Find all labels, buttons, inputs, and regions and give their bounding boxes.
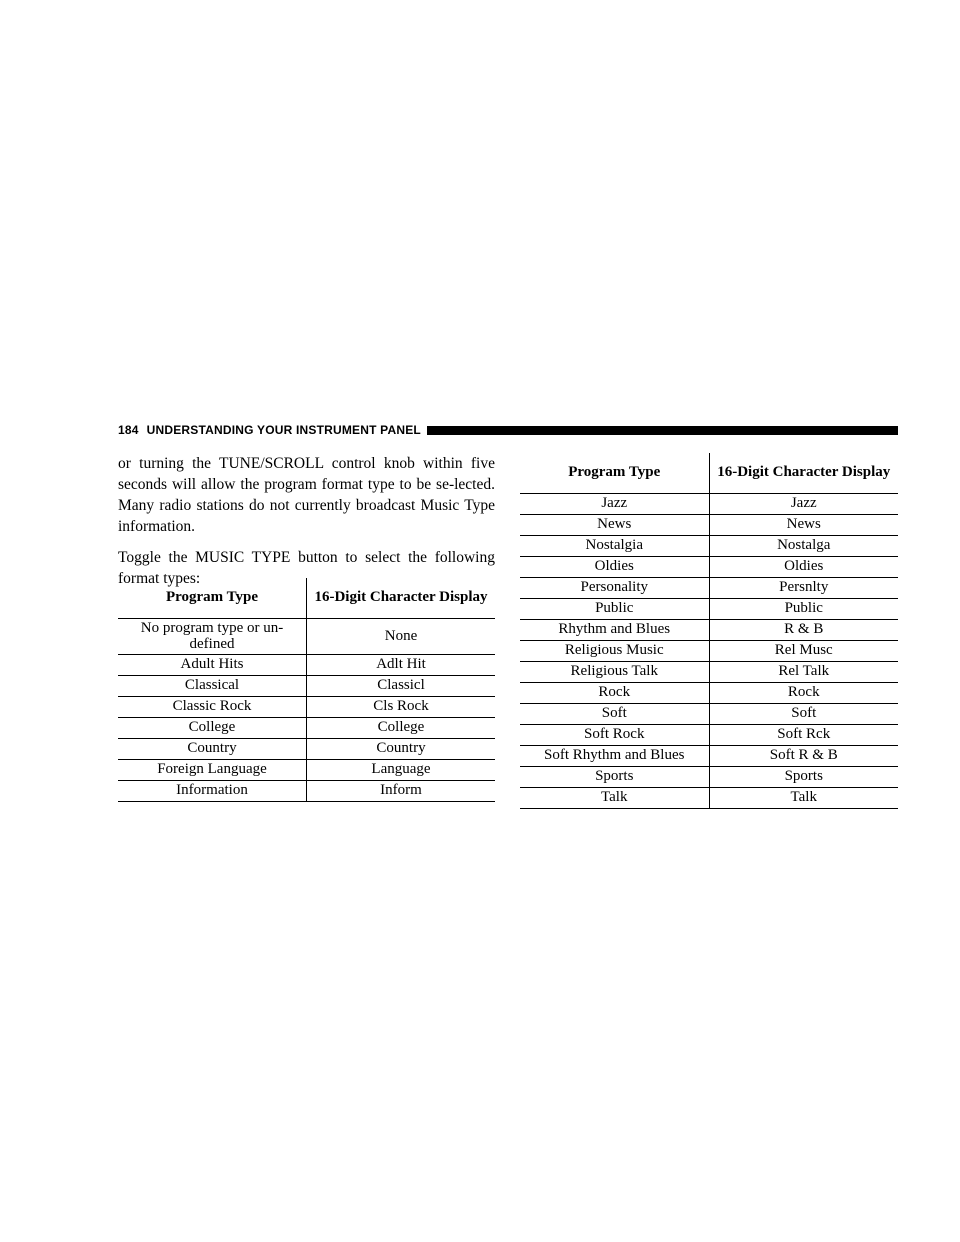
column-header-program-type: Program Type xyxy=(520,453,709,493)
display-cell: None xyxy=(307,618,496,654)
program-type-cell: Soft Rhythm and Blues xyxy=(520,745,709,766)
program-type-cell: Classical xyxy=(118,675,307,696)
table-row xyxy=(520,724,898,745)
display-cell: Inform xyxy=(307,780,496,801)
program-type-cell: Classic Rock xyxy=(118,696,307,717)
display-cell: News xyxy=(709,514,898,535)
program-type-cell: Rock xyxy=(520,682,709,703)
table-row xyxy=(118,738,495,759)
table-row xyxy=(118,696,495,717)
page-number: 184 xyxy=(118,423,139,437)
table-row xyxy=(520,535,898,556)
page-header xyxy=(118,423,898,437)
table-row xyxy=(118,717,495,738)
intro-paragraph: or turning the TUNE/SCROLL control knob within five seconds will allow the program format type to be se-lected. Many radio stations do not currently broadcast Music Type information. xyxy=(118,455,495,535)
program-type-cell: Information xyxy=(118,780,307,801)
display-cell: Cls Rock xyxy=(307,696,496,717)
program-type-cell: Nostalgia xyxy=(520,535,709,556)
table-row xyxy=(520,661,898,682)
program-type-cell: Oldies xyxy=(520,556,709,577)
program-type-cell: News xyxy=(520,514,709,535)
table-row xyxy=(520,745,898,766)
program-type-cell: Adult Hits xyxy=(118,654,307,675)
program-type-cell: Rhythm and Blues xyxy=(520,619,709,640)
display-cell: College xyxy=(307,717,496,738)
table-row xyxy=(118,675,495,696)
table-row xyxy=(520,514,898,535)
display-cell: Soft R & B xyxy=(709,745,898,766)
display-cell: Persnlty xyxy=(709,577,898,598)
display-cell: Adlt Hit xyxy=(307,654,496,675)
format-table-left xyxy=(118,578,495,802)
table-row xyxy=(520,577,898,598)
table-row xyxy=(118,780,495,801)
display-cell: Soft xyxy=(709,703,898,724)
program-type-cell: Sports xyxy=(520,766,709,787)
table-row xyxy=(520,703,898,724)
display-cell: Oldies xyxy=(709,556,898,577)
table-row xyxy=(520,556,898,577)
table-header-row xyxy=(520,453,898,493)
table-row xyxy=(520,493,898,514)
table-row xyxy=(118,759,495,780)
left-column xyxy=(118,453,495,589)
display-cell: Soft Rck xyxy=(709,724,898,745)
section-title: UNDERSTANDING YOUR INSTRUMENT PANEL xyxy=(146,423,421,437)
column-header-display: 16-Digit Character Display xyxy=(307,578,496,618)
program-type-cell: Soft Rock xyxy=(520,724,709,745)
program-type-cell: College xyxy=(118,717,307,738)
display-cell: Jazz xyxy=(709,493,898,514)
program-type-cell: Jazz xyxy=(520,493,709,514)
display-cell: Rock xyxy=(709,682,898,703)
table-row xyxy=(520,682,898,703)
program-type-cell: Soft xyxy=(520,703,709,724)
instruction-paragraph: Toggle the MUSIC TYPE button to select the following format types: xyxy=(118,549,495,587)
display-cell: R & B xyxy=(709,619,898,640)
table-row xyxy=(520,619,898,640)
display-cell: Public xyxy=(709,598,898,619)
table-row xyxy=(520,787,898,808)
program-type-cell: Country xyxy=(118,738,307,759)
program-type-cell: Religious Music xyxy=(520,640,709,661)
table-row xyxy=(520,766,898,787)
display-cell: Rel Musc xyxy=(709,640,898,661)
program-type-cell: No program type or un-defined xyxy=(118,618,307,654)
table-row xyxy=(520,598,898,619)
header-rule xyxy=(427,426,898,435)
program-type-cell: Talk xyxy=(520,787,709,808)
display-cell: Language xyxy=(307,759,496,780)
table-header-row xyxy=(118,578,495,618)
program-type-cell: Religious Talk xyxy=(520,661,709,682)
program-type-cell: Personality xyxy=(520,577,709,598)
table-row xyxy=(118,618,495,654)
display-cell: Rel Talk xyxy=(709,661,898,682)
display-cell: Classicl xyxy=(307,675,496,696)
display-cell: Sports xyxy=(709,766,898,787)
column-header-program-type: Program Type xyxy=(118,578,307,618)
table-row xyxy=(118,654,495,675)
display-cell: Talk xyxy=(709,787,898,808)
program-type-cell: Public xyxy=(520,598,709,619)
table-row xyxy=(520,640,898,661)
format-table-right xyxy=(520,453,898,809)
display-cell: Nostalga xyxy=(709,535,898,556)
display-cell: Country xyxy=(307,738,496,759)
format-table-right-wrapper xyxy=(520,453,898,809)
column-header-display: 16-Digit Character Display xyxy=(709,453,898,493)
format-table-left-wrapper xyxy=(118,578,495,802)
program-type-cell: Foreign Language xyxy=(118,759,307,780)
